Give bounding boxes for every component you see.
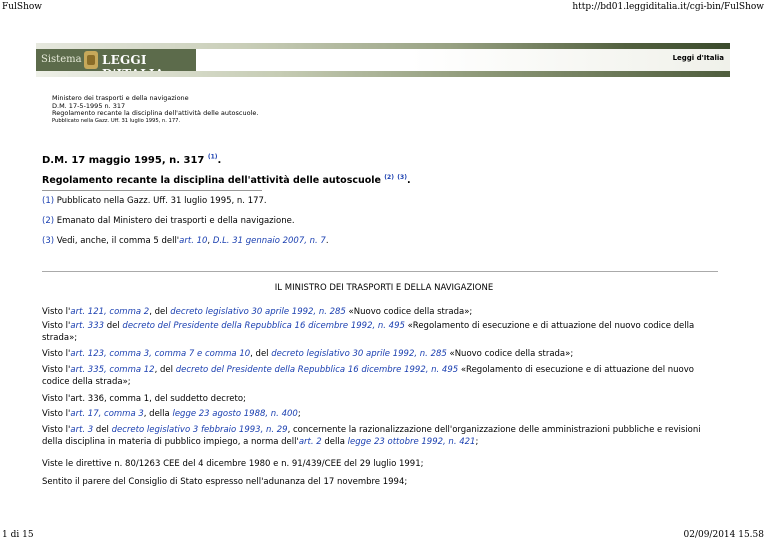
link-art-123[interactable]: art. 123, comma 3, comma 7 e comma 10 xyxy=(70,349,251,359)
recital-text: «Nuovo codice della strada»; xyxy=(446,349,574,359)
recital-text: ; xyxy=(297,409,301,419)
title-text: D.M. 17 maggio 1995, n. 317 xyxy=(42,155,205,166)
link-dpr-495[interactable]: decreto del Presidente della Repubblica 16 dicembre 1992, n. 495 xyxy=(122,321,405,331)
recital-text: «Regolamento di esecuzione e di attuazione del nuovo codice della strada»; xyxy=(42,365,694,387)
meta-publication: Pubblicato nella Gazz. Uff. 31 luglio 1995, n. 177. xyxy=(52,117,181,124)
link-art-335[interactable]: art. 335, comma 12 xyxy=(70,365,155,375)
banner-bottom-stripe xyxy=(36,71,730,77)
recital-text: «Regolamento di esecuzione e di attuazione del nuovo codice della strada»; xyxy=(42,321,695,343)
logo-text: LEGGI xyxy=(102,53,147,67)
footnotes-divider xyxy=(42,190,262,191)
link-art-10[interactable]: art. 10 xyxy=(179,236,208,246)
recital-text: Visto l' xyxy=(42,365,71,375)
footnote-1-text: Pubblicato nella Gazz. Uff. 31 luglio 1995, n. 177. xyxy=(54,196,267,206)
recital-text: , del xyxy=(154,365,176,375)
link-art-333[interactable]: art. 333 xyxy=(70,321,105,331)
footnote-3-end: . xyxy=(325,236,329,246)
emblem-icon xyxy=(84,51,98,69)
recital-2 xyxy=(42,320,722,344)
link-dlgs-29[interactable]: decreto legislativo 3 febbraio 1993, n. 29 xyxy=(111,425,288,435)
section-divider xyxy=(42,271,718,272)
footnote-2 xyxy=(42,216,295,226)
section-heading: IL MINISTRO DEI TRASPORTI E DELLA NAVIGAZIONE xyxy=(274,283,494,293)
recital-text: , della xyxy=(143,409,173,419)
site-name: Leggi d'Italia xyxy=(672,54,724,62)
footnote-1-number[interactable]: (1) xyxy=(42,196,55,206)
footnote-3 xyxy=(42,236,329,246)
footnote-1 xyxy=(42,196,267,206)
recital-text: Visto l' xyxy=(42,349,71,359)
footnote-3-text: Vedi, anche, il comma 5 dell' xyxy=(54,236,180,246)
link-art-2[interactable]: art. 2 xyxy=(298,437,322,447)
recital-4 xyxy=(42,364,722,388)
footnote-2-number[interactable]: (2) xyxy=(42,216,55,226)
recital-5: Visto l'art. 336, comma 1, del suddetto decreto; xyxy=(42,394,246,404)
link-dlgs-285[interactable]: decreto legislativo 30 aprile 1992, n. 285 xyxy=(170,307,346,317)
link-art-121[interactable]: art. 121, comma 2 xyxy=(70,307,150,317)
recital-text: , concernente la razionalizzazione dell'organizzazione delle amministrazioni pubbliche e revisioni della disciplina in materia di pubblico impiego, a norma dell' xyxy=(42,425,701,447)
recital-9: Sentito il parere del Consiglio di Stato espresso nell'adunanza del 17 novembre 1994; xyxy=(42,477,408,487)
print-header-url: http://bd01.leggiditalia.it/cgi-bin/FulShow xyxy=(572,2,764,12)
document-meta xyxy=(52,95,258,125)
print-timestamp: 02/09/2014 15.58 xyxy=(683,530,764,540)
meta-ministry: Ministero dei trasporti e della navigazione xyxy=(52,94,189,102)
recital-6 xyxy=(42,408,722,420)
footnote-ref-2[interactable]: (2) xyxy=(384,173,394,181)
recital-text: del xyxy=(104,321,123,331)
logo-sistema-label: Sistema xyxy=(41,54,82,65)
banner-middle xyxy=(196,49,730,71)
footnote-ref-3[interactable]: (3) xyxy=(397,173,407,181)
recital-text: Visto l' xyxy=(42,425,71,435)
subtitle-end: . xyxy=(406,175,411,186)
link-legge-400[interactable]: legge 23 agosto 1988, n. 400 xyxy=(172,409,298,419)
footnote-2-text: Emanato dal Ministero dei trasporti e della navigazione. xyxy=(54,216,295,226)
recital-text: del xyxy=(93,425,112,435)
recital-text: ; xyxy=(475,437,479,447)
link-dlgs-285[interactable]: decreto legislativo 30 aprile 1992, n. 285 xyxy=(271,349,447,359)
document-subtitle xyxy=(42,175,411,186)
meta-subject: Regolamento recante la disciplina dell'attività delle autoscuole. xyxy=(52,109,259,117)
recital-1 xyxy=(42,306,722,318)
print-header-title: FulShow xyxy=(2,2,43,12)
document-title xyxy=(42,155,221,166)
footnote-ref-1[interactable]: (1) xyxy=(207,153,218,161)
recital-text: , del xyxy=(250,349,272,359)
link-art-17[interactable]: art. 17, comma 3 xyxy=(70,409,144,419)
logo[interactable] xyxy=(36,49,196,71)
recital-text: Visto l' xyxy=(42,321,71,331)
site-banner xyxy=(36,43,730,77)
link-legge-421[interactable]: legge 23 ottobre 1992, n. 421 xyxy=(347,437,476,447)
recital-8: Viste le direttive n. 80/1263 CEE del 4 dicembre 1980 e n. 91/439/CEE del 29 luglio 1991; xyxy=(42,459,424,469)
subtitle-text: Regolamento recante la disciplina dell'attività delle autoscuole xyxy=(42,175,381,186)
title-end: . xyxy=(217,155,222,166)
footnote-3-number[interactable]: (3) xyxy=(42,236,55,246)
recital-7 xyxy=(42,424,722,448)
page-number: 1 di 15 xyxy=(2,530,34,540)
recital-text: , del xyxy=(149,307,171,317)
footnote-3-sep: , xyxy=(207,236,213,246)
meta-decree: D.M. 17-5-1995 n. 317 xyxy=(52,101,126,110)
recital-text: Visto l' xyxy=(42,409,71,419)
link-dpr-495[interactable]: decreto del Presidente della Repubblica 16 dicembre 1992, n. 495 xyxy=(175,365,459,375)
recital-3 xyxy=(42,348,722,360)
recital-text: della xyxy=(321,437,348,447)
link-art-3[interactable]: art. 3 xyxy=(70,425,94,435)
recital-text: Visto l' xyxy=(42,307,71,317)
recital-text: «Nuovo codice della strada»; xyxy=(345,307,473,317)
link-dl-2007[interactable]: D.L. 31 gennaio 2007, n. 7 xyxy=(212,236,326,246)
